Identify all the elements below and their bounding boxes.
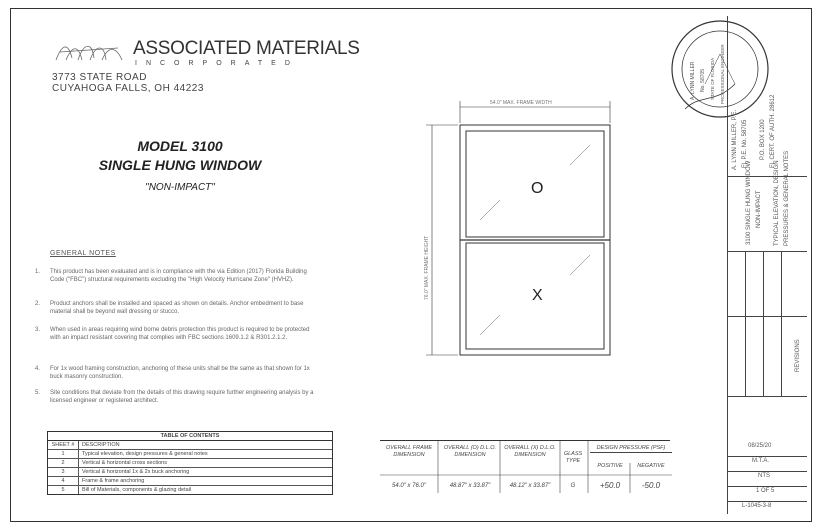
revisions-label: REVISIONS: [795, 339, 801, 372]
stamp-name: A. LYNN MILLER: [690, 61, 696, 100]
table-of-contents: [47, 431, 333, 495]
title-block: [727, 16, 807, 514]
sheet-description-2: PRESSURES & GENERAL NOTES: [784, 150, 790, 246]
table-row: 2 Vertical & horizontal cross sections: [48, 459, 332, 468]
toc-header-row: SHEET # DESCRIPTION: [48, 441, 332, 450]
col-o-dlo: OVERALL (O) D.L.O. DIMENSION: [443, 445, 497, 458]
date-value: 08/25/20: [748, 443, 772, 449]
table-row: 1 Typical elevation, design pressures & general notes: [48, 450, 332, 459]
lower-sash-label: X: [532, 287, 543, 304]
o-dlo-value: 48.87" x 33.87": [449, 483, 491, 489]
table-row: 5 Bill of Materials, components & glazing detail: [48, 486, 332, 494]
window-elevation-drawing: [420, 95, 620, 455]
x-dlo-value: 48.12" x 33.87": [509, 483, 551, 489]
address-line-1: 3773 STATE ROAD: [52, 72, 147, 83]
model-title: MODEL 3100: [137, 138, 223, 154]
scale-value: NTS: [758, 473, 770, 479]
positive-pressure-value: +50.0: [599, 481, 621, 490]
col-glass-type: GLASS TYPE: [563, 451, 583, 464]
note-item: 2. Product anchors shall be installed and spaced as shown on details. Anchor embedment to base material shall be beyond wall dressing or stucco.: [35, 301, 304, 315]
rating-subtitle: "NON-IMPACT": [145, 182, 215, 193]
company-name: ASSOCIATED MATERIALS: [133, 38, 360, 59]
note-item: 4. For 1x wood framing construction, anchoring of these units shall be the same as that shown for 1x buck masonry construction.: [35, 366, 310, 380]
product-name: 3100 SINGLE HUNG WINDOW: [746, 160, 752, 245]
col-frame-dimension: OVERALL FRAME DIMENSION: [385, 445, 433, 458]
negative-pressure-value: -50.0: [641, 481, 661, 490]
col-positive: POSITIVE: [597, 463, 623, 469]
stamp-number: No. 58705: [700, 68, 706, 92]
width-dimension-label: 54.0" MAX. FRAME WIDTH: [490, 100, 552, 106]
engineer-license: FL P.E. No. 58705: [742, 119, 748, 168]
table-row: 4 Frame & frame anchoring: [48, 477, 332, 486]
engineer-name: A. LYNN MILLER, P.E.: [732, 109, 738, 170]
engineer-address: P.O. BOX 1200: [760, 119, 766, 160]
address-line-2: CUYAHOGA FALLS, OH 44223: [52, 83, 204, 94]
col-negative: NEGATIVE: [637, 463, 665, 469]
product-rating: NON-IMPACT: [756, 190, 762, 228]
general-notes-heading: GENERAL NOTES: [50, 250, 116, 257]
drawn-by-value: M.T.A.: [752, 458, 770, 464]
frame-dimension-value: 54.0" x 76.0": [392, 483, 426, 489]
note-item: 5. Site conditions that deviate from the details of this drawing require further engineering analysis by a licensed engineer or registered architect.: [35, 390, 314, 404]
upper-sash-label: O: [531, 180, 544, 197]
product-title: SINGLE HUNG WINDOW: [98, 157, 262, 173]
company-incorporated: INCORPORATED: [135, 60, 299, 67]
note-item: 3. When used in areas requiring wind borne debris protection this product is required to be protected with an impact resistant covering that complies with FBC sections 1609.1.2 & R301.2.1.2.: [35, 327, 310, 341]
col-design-pressure: DESIGN PRESSURE (PSF): [590, 445, 672, 453]
drawing-number-value: L-1045-3-8: [742, 503, 772, 509]
table-row: 3 Vertical & horizontal 1x & 2x buck anchoring: [48, 468, 332, 477]
sheet-description-1: TYPICAL ELEVATION, DESIGN: [774, 160, 780, 246]
sheet-number-value: 1 OF 5: [756, 488, 775, 494]
design-pressure-table: [380, 440, 670, 493]
company-logo-icon: [52, 38, 128, 64]
dimension-table-grid: [380, 441, 672, 493]
stamp-state: STATE OF FLORIDA: [710, 57, 715, 100]
toc-title: TABLE OF CONTENTS: [48, 432, 332, 441]
col-x-dlo: OVERALL (X) D.L.O. DIMENSION: [504, 445, 556, 458]
note-item: 1. This product has been evaluated and is in compliance with the via Edition (2017) Florida Building Code ("FBC") structural requirements excluding the "High Velocity Hurricane Zone" (HVHZ).: [35, 269, 307, 283]
engineer-cert: FL CERT. OF AUTH. 28612: [770, 94, 776, 168]
stamp-title: PROFESSIONAL ENGINEER: [720, 44, 725, 104]
height-dimension-label: 76.0" MAX. FRAME HEIGHT: [424, 235, 430, 300]
glass-type-value: G: [570, 483, 576, 489]
